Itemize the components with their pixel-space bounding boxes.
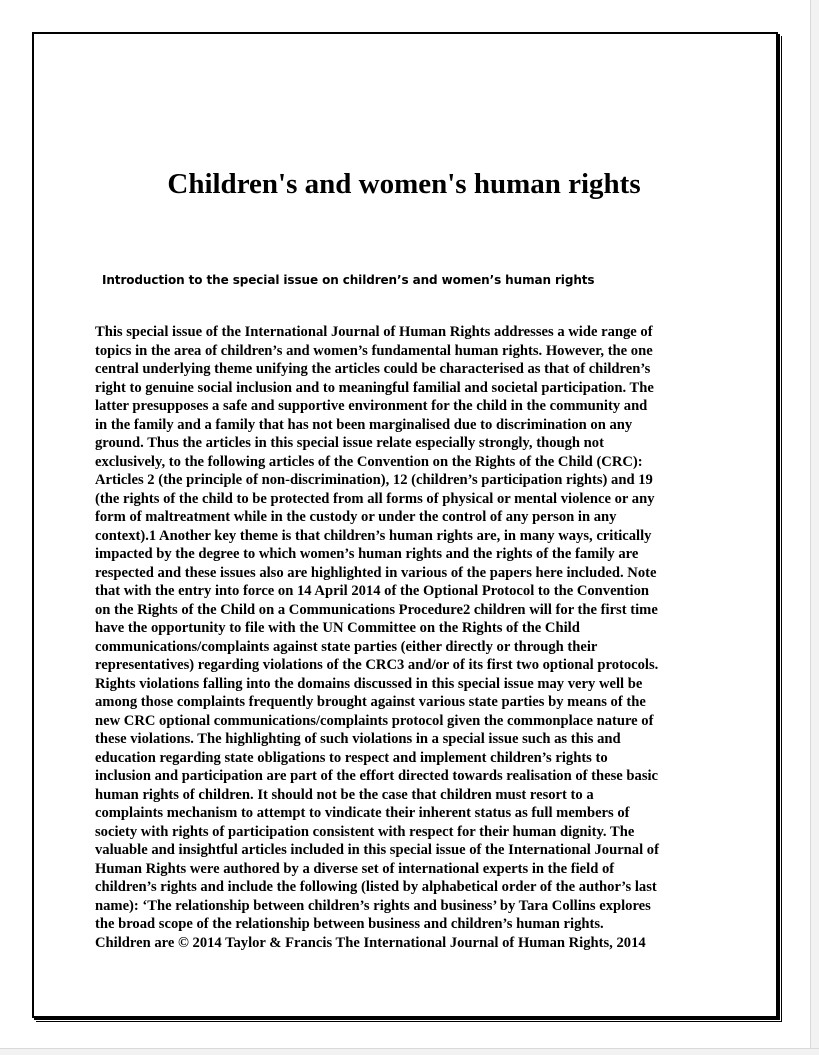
document-subtitle: Introduction to the special issue on children’s and women’s human rights [102, 273, 595, 287]
document-body: This special issue of the International Journal of Human Rights addresses a wide range of topics in the area of children’s and women’s fundamental human rights. However, the one central underlying theme unifying the articles could be characterised as that of children’s right to genuine social inclusion and to meaningful familial and societal participation. The latter presupposes a safe and supportive environment for the child in the community and in the family and a family that has not been marginalised due to discrimination on any ground. Thus the articles in this special issue relate especially strongly, though not exclusively, to the following articles of the Convention on the Rights of the Child (CRC): Articles 2 (the principle of non-discrimination), 12 (children’s participation rights) and 19 (the rights of the child to be protected from all forms of physical or mental violence or any form of maltreatment while in the custody or under the control of any person in any context).1 Another key theme is that children’s human rights are, in many ways, critically impacted by the degree to which women’s human rights and the rights of the family are respected and these issues also are highlighted in various of the papers here included. Note that with the entry into force on 14 April 2014 of the Optional Protocol to the Convention on the Rights of the Child on a Communications Procedure2 children will for the first time have the opportunity to file with the UN Committee on the Rights of the Child communications/complaints against state parties (either directly or through their representatives) regarding violations of the CRC3 and/or of its first two optional protocols. Rights violations falling into the domains discussed in this special issue may very well be among those complaints frequently brought against various state parties by means of the new CRC optional communications/complaints protocol given the commonplace nature of these violations. The highlighting of such violations in a special issue such as this and education regarding state obligations to respect and implement children’s rights to inclusion and participation are part of the effort directed towards realisation of these basic human rights of children. It should not be the case that children must resort to a complaints mechanism to attempt to vindicate their inherent status as full members of society with rights of participation consistent with respect for their human dignity. The valuable and insightful articles included in this special issue of the International Journal of Human Rights were authored by a diverse set of international experts in the field of children’s rights and include the following (listed by alphabetical order of the author’s last name): ‘The relationship between children’s rights and business’ by Tara Collins explores the broad scope of the relationship between business and children’s human rights. Children are © 2014 Taylor & Francis The International Journal of Human Rights, 2014 [95, 324, 659, 951]
viewer-bottom-edge [0, 1048, 819, 1055]
viewer-right-edge [810, 0, 819, 1055]
document-title: Children's and women's human rights [167, 168, 641, 200]
